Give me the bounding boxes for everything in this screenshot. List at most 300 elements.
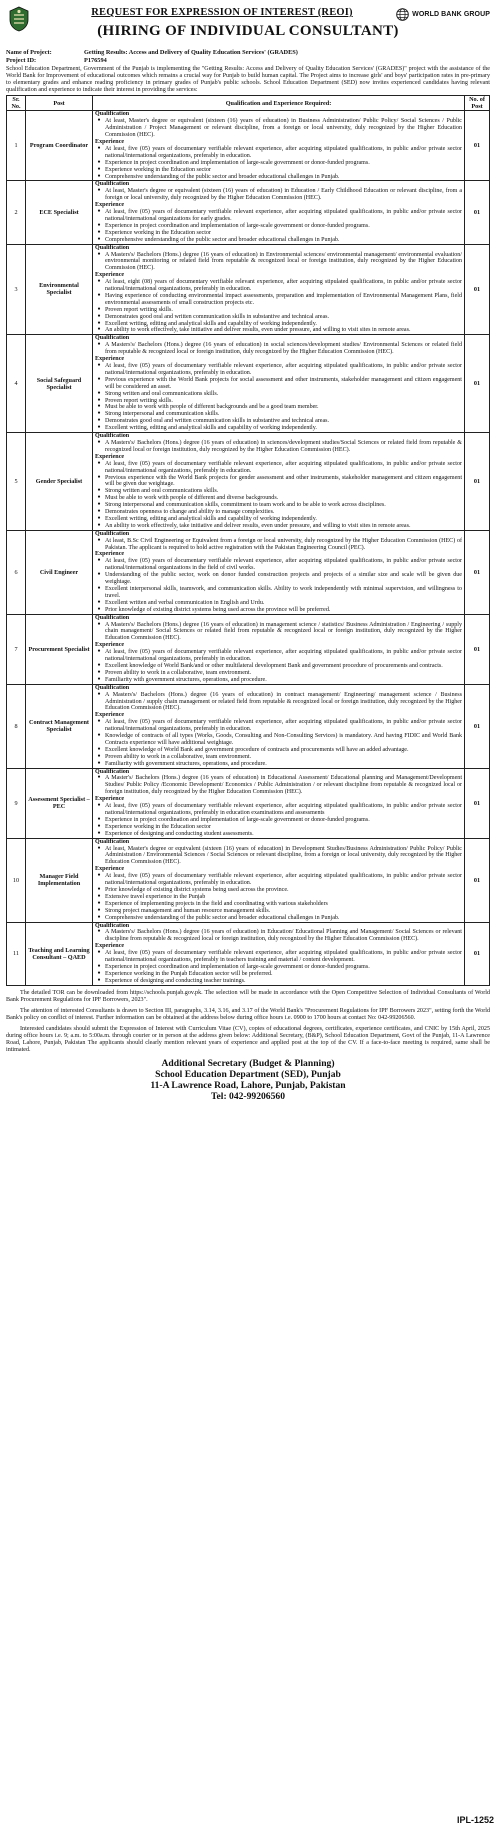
project-id-label: Project ID: [6,56,37,64]
requirement-item [95,747,462,754]
bullet-icon: ● [97,950,101,956]
requirement-text: Experience working in the Education sector [105,229,211,236]
requirement-item [95,670,462,677]
bullet-icon: ● [97,775,101,781]
bullet-icon: ● [97,320,101,326]
requirement-text: At least, Master's degree or equivalent (sixteen (16) years of education) in Education / Early Childhood Education or relevant discipline, from a foreign or local university, duly recognized by the Higher Education Commission (HEC). [105,188,462,202]
bullet-icon: ● [97,515,101,521]
requirement-item [95,293,462,307]
bullet-icon: ● [97,669,101,675]
requirement-item [95,160,462,167]
section-label: Experience [95,866,125,873]
requirement-item [95,908,462,915]
requirement-text: Comprehensive understanding of the public sector and broader educational challenges in Punjab. [105,236,340,243]
table-row [7,530,490,614]
requirement-text: An ability to work effectively, take initiative and deliver results, even under pressure, and willing to visit sites in remote areas. [105,327,411,334]
requirement-text: Proven ability to work in a collaborative, team environment. [105,753,252,760]
bullet-icon: ● [97,327,101,333]
row-requirements [93,922,465,985]
bullet-icon: ● [97,662,101,668]
bullet-icon: ● [97,893,101,899]
requirement-text: A Master's/ Bachelors (Hons.) degree (16 years of education) in Educational Assessment/ Educational planning and Management/Development Studies/ Public Policy /Economic Development/ Economics / Public Administration / or relevant discipline from reputable & recognized local or foreign institution, duly recognized by the Higher Education Commission (HEC). [105,775,462,796]
requirement-item [95,516,462,523]
requirement-item [95,146,462,160]
row-requirements [93,838,465,922]
requirement-text: At least, five (05) years of documentary verifiable relevant experience, after acquiring stipulated qualifications, in public and/or private sector national/international organizations, preferably in education. [105,649,462,663]
section-label: Experience [95,712,125,719]
requirement-text: Demonstrates openness to change and ability to manage complexities. [105,509,275,516]
world-bank-text: WORLD BANK GROUP [412,11,490,18]
row-post-count: 01 [465,335,490,433]
bullet-icon: ● [97,907,101,913]
requirement-item [95,118,462,139]
bullet-icon: ● [97,873,101,879]
requirement-item [95,929,462,943]
row-post-count: 01 [465,614,490,684]
header [6,4,490,48]
bullet-icon: ● [97,719,101,725]
bullet-icon: ● [97,460,101,466]
section-label: Experience [95,551,125,558]
row-requirements [93,433,465,531]
requirement-item [95,719,462,733]
section-label: Qualification [95,335,130,342]
requirement-item [95,677,462,684]
row-requirements [93,181,465,244]
requirement-item [95,230,462,237]
requirement-item [95,495,462,502]
requirement-item [95,964,462,971]
requirement-item [95,803,462,817]
requirement-text: At least, five (05) years of documentary verifiable relevant experience, after acquiring stipulated qualifications, in public and/or private sector national/international organizations, preferably in education examinations and assessments [105,803,462,816]
requirement-item [95,174,462,181]
row-post-title: ECE Specialist [26,181,93,244]
bullet-icon: ● [97,279,101,285]
requirement-item [95,572,462,586]
bullet-icon: ● [97,145,101,151]
requirement-text: Previous experience with the World Bank projects for social assessment and other instruments, stakeholder management and citizen engagement will be considered an asset. [105,376,462,390]
row-post-count: 01 [465,111,490,181]
requirement-item [95,167,462,174]
requirement-item [95,733,462,747]
requirement-item [95,223,462,230]
section-label: Qualification [95,244,130,251]
requirement-item [95,538,462,552]
bullet-icon: ● [97,159,101,165]
section-label: Experience [95,202,125,209]
section-label: Experience [95,796,125,803]
requirement-text: At least, five (05) years of documentary verifiable relevant experience, after acquiring stipulated qualifications, in public and/or private sector national/international organizations, preferably in education. [105,873,462,887]
requirement-item [95,692,462,713]
row-post-title: Procurement Specialist [26,614,93,684]
bullet-icon: ● [97,803,101,809]
bullet-icon: ● [97,509,101,515]
requirement-text: Prior knowledge of existing district systems being used across the province. [105,886,289,893]
sign-phone: Tel: 042-99206560 [211,1091,285,1103]
bullet-icon: ● [97,823,101,829]
requirement-item [95,622,462,643]
requirement-text: Must be able to work with people of different and diverse backgrounds. [105,495,279,502]
table-header-row [7,96,490,111]
section-label: Experience [95,272,125,279]
requirement-text: Strong interpersonal and communication skills. [105,411,220,418]
row-requirements [93,111,465,181]
requirement-text: At least, five (05) years of documentary verifiable relevant experience, after acquiring stipulated qualifications, in public and/or private sector national/international organizations, preferably in education. [105,460,462,474]
requirement-item [95,558,462,572]
requirement-text: Excellent written and verbal communication in English and Urdu. [105,599,265,606]
row-post-count: 01 [465,684,490,768]
section-label: Qualification [95,433,130,440]
section-label: Experience [95,943,125,950]
requirement-item [95,817,462,824]
requirement-item [95,327,462,334]
requirement-item [95,824,462,831]
bullet-icon: ● [97,963,101,969]
bullet-icon: ● [97,537,101,543]
bullet-icon: ● [97,229,101,235]
table-row [7,111,490,181]
row-requirements [93,335,465,433]
row-post-count: 01 [465,922,490,985]
section-label: Qualification [95,768,130,775]
row-post-title: Teaching and Learning Consultant – QAED [26,922,93,985]
project-name-label: Name of Project: [6,49,52,56]
main-title: (HIRING OF INDIVIDUAL CONSULTANT) [97,23,399,39]
signature-block [6,1058,490,1102]
project-name-value: Getting Results: Access and Delivery of Quality Education Services' (GRADES) [84,49,298,56]
col-qualification: Qualification and Experience Required: [93,96,465,111]
footer-submission-note: Interested candidates should submit the Expression of Interest with Curriculum Vitae (CV), copies of educational degrees, certificates, experience certificates, and CNIC by 15th April, 2025 during office hours i.e. 9; a.m. to 5:00a.m. through courier or in person at the address given below: Additional Secretary, (B&P), School Education Department, Govt of the Punjab, 11-A Lawrence Road, Lahore, Punjab, Pakistan The applicants should clearly mention relevant years of experience and applied post at the top of the CV. If a face-to-face meeting is required, same shall be intimated. [6,1025,490,1053]
requirement-text: Proven ability to work in a collaborative, team environment. [105,669,252,676]
bullet-icon: ● [97,292,101,298]
table-row [7,614,490,684]
requirement-item [95,761,462,768]
row-serial: 9 [7,768,26,838]
section-label: Qualification [95,922,130,929]
requirement-item [95,307,462,314]
row-requirements [93,614,465,684]
requirement-text: Excellent writing, editing and analytical skills and capability of working independently. [105,515,317,522]
requirement-text: Strong written and oral communications skills. [105,390,219,397]
section-label: Experience [95,453,125,460]
requirement-item [95,600,462,607]
row-post-title: Contract Management Specialist [26,684,93,768]
requirement-item [95,894,462,901]
requirement-text: Must be able to work with people of different backgrounds and be a good team member. [105,404,319,411]
requirement-text: Experience in project coordination and implementation of large-scale government or donor-funded programs. [105,816,370,823]
requirement-text: Excellent knowledge of World Bank/and or other multilateral development Bank and government procedure of procurements and contracts. [105,662,443,669]
project-id-value: P176594 [84,56,107,64]
bullet-icon: ● [97,816,101,822]
requirement-item [95,391,462,398]
requirement-item [95,377,462,391]
bullet-icon: ● [97,488,101,494]
requirement-text: At least, Master's degree or equivalent (sixteen (16) years of education) in Development Studies/Business Administration/ Public Policy/ Public Administration / Environmental Sciences / Social Sciences or relevant discipline, from a foreign or local university, duly recognized by the Higher Education Commission (HEC). [105,845,462,866]
requirement-text: Excellent interpersonal skills, teamwork, and communication skills. Ability to work independently with minimal supervision, and willingness to travel. [105,586,462,599]
project-info [6,49,490,64]
table-row [7,244,490,335]
requirement-text: A Masters's/ Bachelors (Hons.) degree (16 years of education) in sciences/development studies/Social Sciences or related field from reputable & recognized local or foreign institution, duly recognized by the Higher Education Commission (HEC). [105,439,462,453]
bullet-icon: ● [97,418,101,424]
requirement-item [95,649,462,663]
requirement-item [95,754,462,761]
section-label: Experience [95,356,125,363]
requirement-text: Excellent writing, editing and analytical skills and capability of working independently. [105,320,317,327]
row-post-title: Manager Field Implementation [26,838,93,922]
bullet-icon: ● [97,209,101,215]
bullet-icon: ● [97,425,101,431]
bullet-icon: ● [97,691,101,697]
requirement-text: Understanding of the public sector, work on donor funded construction projects and projects of a similar size and scale will be given due weightage. [105,572,462,586]
requirement-item [95,188,462,202]
section-label: Qualification [95,614,130,621]
requirement-text: Experience in project coordination and implementation of large-scale government or donor-funded programs. [105,963,370,970]
row-serial: 1 [7,111,26,181]
bullet-icon: ● [97,411,101,417]
requirement-item [95,607,462,614]
requirement-text: At least, eight (08) years of documentary verifiable relevant experience, after acquiring stipulated qualifications, in public and/or private sector national/international organizations, preferably in education. [105,279,462,293]
bullet-icon: ● [97,376,101,382]
requirement-item [95,440,462,454]
bullet-icon: ● [97,522,101,528]
bullet-icon: ● [97,586,101,591]
bullet-icon: ● [97,914,101,920]
row-post-count: 01 [465,838,490,922]
requirement-text: A Masters's/ Bachelors (Hons.) degree (16 years of education) in contract management/ Engineering/ management science / Business Administration / supply chain management or related field from reputable & recognized local or foreign institution, duly recognized by the Higher Education Commission (HEC). [105,691,462,712]
requirement-item [95,209,462,223]
requirement-item [95,873,462,887]
row-post-count: 01 [465,433,490,531]
row-serial: 3 [7,244,26,335]
requirement-text: Strong interpersonal and communication skills, commitment to team work and to be able to work across disciplines. [105,502,386,509]
row-post-title: Environmental Specialist [26,244,93,335]
requirement-item [95,915,462,922]
row-post-title: Assessment Specialist – PEC [26,768,93,838]
requirement-text: Experience working in the Education sector [105,166,211,173]
bullet-icon: ● [97,753,101,759]
requirement-text: At least, five (05) years of documentary verifiable relevant experience, after acquiring stipulated qualifications, in public and/or private sector national/international organizations, preferably in education. [105,145,462,159]
table-row [7,768,490,838]
row-post-count: 01 [465,768,490,838]
bullet-icon: ● [97,306,101,312]
row-post-title: Gender Specialist [26,433,93,531]
requirement-text: At least, Master's degree or equivalent (sixteen (16) years of education) in Business Administration/ Public Policy/ Social Sciences / Public Administration / Project Management or relevant discipline, from a foreign or local university, duly recognized by the Higher Education Commission (HEC). [105,118,462,139]
requirement-text: Experience of designing and conducting teacher trainings. [105,977,246,984]
requirement-text: Experience of implementing projects in the field and coordinating with various stakeholders [105,900,328,907]
requirement-text: A Masters's/ Bachelors (Hons.) degree (16 years of education) in social sciences/development studies/ Environmental Sciences or related field from reputable & recognized local or foreign institution, duly recognized by the Higher Education Commission (HEC). [105,342,462,356]
requirement-text: A Masters's/ Bachelors (Hons.) degree (16 years of education) in Education/ Educational Planning and Management/ Social Sciences or relevant discipline from reputable & recognized local or foreign institution, duly recognized by the Higher Education Commission (HEC). [105,929,462,943]
requirement-text: Familiarity with government structures, operations, and procedure. [105,760,267,767]
requirement-text: At least, five (05) years of documentary verifiable relevant experience, after acquiring stipulated qualifications, in public and/or private sector national/international organizations, preferably in education. [105,719,462,733]
world-bank-logo [396,8,490,21]
bullet-icon: ● [97,830,101,836]
requirement-item [95,586,462,600]
bullet-icon: ● [97,474,101,480]
bullet-icon: ● [97,900,101,906]
requirement-item [95,314,462,321]
bullet-icon: ● [97,404,101,410]
globe-icon [396,8,409,21]
requirement-text: Previous experience with the World Bank projects for gender assessment and other instruments, stakeholder management and citizen engagement will be given due weightage. [105,474,462,488]
requirement-text: Having experience of conducting environmental impact assessments, preparation and implementation of Environmental Management Plans, field environmental assessments of small construction projects etc. [105,292,462,306]
section-label: Qualification [95,181,130,188]
row-requirements [93,768,465,838]
row-post-count: 01 [465,530,490,614]
requirement-text: A Masters's/ Bachelors (Hons.) degree (16 years of education) in Environmental sciences/ environmental management/ environmental evaluation/ environmental monitoring or related field from reputable & recognized local or foreign institution, duly recognized by the Higher Education Commission (HEC). [105,251,462,272]
bullet-icon: ● [97,621,101,627]
section-label: Experience [95,139,125,145]
sign-dept: School Education Department (SED), Punjab [155,1069,341,1081]
requirement-text: Familiarity with government structures, operations, and procedure. [105,676,267,683]
requirement-item [95,411,462,418]
bullet-icon: ● [97,676,101,682]
row-serial: 2 [7,181,26,244]
requirement-item [95,775,462,796]
section-label: Experience [95,642,125,649]
table-row [7,335,490,433]
bullet-icon: ● [97,495,101,501]
requirement-item [95,475,462,489]
row-post-title: Social Safeguard Specialist [26,335,93,433]
requirement-text: Strong written and oral communications skills. [105,488,219,495]
requirement-item [95,342,462,356]
table-row [7,684,490,768]
row-serial: 10 [7,838,26,922]
top-title: REQUEST FOR EXPRESSION OF INTEREST (REOI) [91,7,353,18]
requirement-text: Demonstrates good oral and written communication skills in substantive and technical areas. [105,418,330,425]
footer-notes [6,990,490,1054]
bullet-icon: ● [97,572,101,578]
requirement-text: Comprehensive understanding of the public sector and broader educational challenges in Punjab. [105,173,340,180]
row-post-count: 01 [465,181,490,244]
section-label: Qualification [95,111,130,118]
requirement-text: Extensive travel experience in the Punjab [105,893,206,900]
table-row [7,838,490,922]
requirement-text: At least, five (05) years of documentary verifiable relevant experience, after acquiring stipulated qualifications, in public and/or private sector national/international organizations in the field of civil works. [105,558,462,572]
row-serial: 7 [7,614,26,684]
bullet-icon: ● [97,313,101,319]
requirement-text: Experience in project coordination and implementation of large-scale government or donor-funded programs. [105,159,370,166]
table-row [7,922,490,985]
requirement-item [95,502,462,509]
bullet-icon: ● [97,363,101,368]
requirement-text: At least, five (05) years of documentary verifiable relevant experience, after acquiring stipulated qualifications, in public and/or private sector national/international organizations, preferably in education. [105,363,462,376]
requirement-item [95,971,462,978]
row-requirements [93,530,465,614]
col-sr: Sr. No. [7,96,26,111]
bullet-icon: ● [97,760,101,766]
section-label: Qualification [95,838,130,845]
requirement-text: Experience working in the Punjab Education sector will be preferred. [105,970,273,977]
sign-address: 11-A Lawrence Road, Lahore, Punjab, Pakistan [150,1080,346,1092]
requirement-item [95,363,462,377]
table-row [7,181,490,244]
bullet-icon: ● [97,502,101,508]
bullet-icon: ● [97,222,101,228]
requirement-text: At least, five (05) years of documentary verifiable relevant experience, after acquiring stipulated qualifications, in public and/or private sector national/international organizations, preferably in teachers training and material / content development. [105,950,462,964]
bullet-icon: ● [97,439,101,445]
bullet-icon: ● [97,845,101,851]
requirement-text: Experience of designing and conducting student assessments. [105,830,254,837]
requirement-item [95,509,462,516]
bullet-icon: ● [97,970,101,976]
bullet-icon: ● [97,118,101,124]
bullet-icon: ● [97,977,101,983]
requirement-item [95,663,462,670]
row-serial: 4 [7,335,26,433]
row-post-count: 01 [465,244,490,335]
requirement-item [95,887,462,894]
row-serial: 6 [7,530,26,614]
row-serial: 8 [7,684,26,768]
requirement-item [95,950,462,964]
requirement-text: Proven report writing skills. [105,397,173,404]
requirement-text: Experience working in the Education sector [105,823,211,830]
bullet-icon: ● [97,886,101,892]
requirement-text: At least, B.Sc Civil Engineering or Equivalent from a foreign or local university, duly recognized by the Higher Education Commission (HEC) of Pakistan. The applicant is required to hold active registration with the Pakistan Engineering Council (PEC). [105,537,462,551]
row-post-title: Civil Engineer [26,530,93,614]
requirement-item [95,279,462,293]
requirement-item [95,846,462,867]
bullet-icon: ● [97,342,101,348]
row-requirements [93,684,465,768]
bullet-icon: ● [97,558,101,564]
footer-tor-note: The detailed TOR can be downloaded from https://schools.punjab.gov.pk. The selection will be made in accordance with the Open Competitive Selection of Individual Consultants of World Bank Procurement Regulations for IPF Borrowers, 2023". [6,989,490,1003]
positions-table [6,95,490,985]
requirement-item [95,523,462,530]
bullet-icon: ● [97,166,101,172]
section-label: Qualification [95,530,130,537]
requirement-text: Experience in project coordination and implementation of large-scale government or donor-funded programs. [105,222,370,229]
requirement-item [95,252,462,273]
requirement-text: An ability to work effectively, take initiative and deliver results, even under pressure, and willing to visit sites in remote areas. [105,522,411,529]
requirement-text: Excellent knowledge of World Bank and government procedure of contracts and procurements will have an added advantage. [105,746,409,753]
requirement-text: Knowledge of contracts of all types (Works, Goods, Consulting and Non-Consulting Services) is mandatory. And having FIDIC and World Bank Contracts experience will have additional weightage. [105,733,462,746]
bullet-icon: ● [97,649,101,655]
bullet-icon: ● [97,606,101,612]
requirement-text: Demonstrates good oral and written communication skills in substantive and technical areas. [105,313,330,320]
bullet-icon: ● [97,188,101,194]
bullet-icon: ● [97,236,101,242]
sign-title: Additional Secretary (Budget & Planning) [161,1058,335,1070]
ipl-code: IPL-1252 [456,1815,494,1825]
row-requirements [93,244,465,335]
section-label: Qualification [95,684,130,691]
requirement-item [95,404,462,411]
bullet-icon: ● [97,929,101,935]
requirement-item [95,237,462,244]
row-post-title: Program Coordinator [26,111,93,181]
bullet-icon: ● [97,746,101,752]
intro-paragraph: School Education Department, Government of the Punjab is implementing the "Getting Results: Access and Delivery of Quality Education Services' (GRADES)" project with the assistance of the World Bank for Improvement of educational outcomes which remains a crucial way for Punjab to build human capital. The Project aims to increase girls' and boys' participation rates in pre-primary to elementary grades and enhance reading proficiency in primary grades of Punjab's public schools. School Education Department (SED) now invites experienced candidates having relevant qualification and experience to indicate their interest in providing the services: [6,66,490,94]
requirement-item [95,831,462,838]
requirement-text: At least, five (05) years of documentary verifiable relevant experience, after acquiring stipulated qualifications, in public and/or private sector national/international organizations for early grades. [105,209,462,222]
requirement-text: Comprehensive understanding of the public sector and broader educational challenges in Punjab. [105,914,340,921]
requirement-text: Strong project management and human resource management skills. [105,907,271,914]
bullet-icon: ● [97,733,101,739]
requirement-text: Proven report writing skills. [105,306,173,313]
bullet-icon: ● [97,390,101,396]
row-serial: 11 [7,922,26,985]
requirement-item [95,425,462,432]
requirement-text: Excellent writing, editing and analytical skills and capability of working independently. [105,425,317,432]
footer-conflict-note: The attention of interested Consultants is drawn to Section III, paragraphs, 3.14, 3.16, and 3.17 of the World Bank's "Procurement Regulations for IPF Borrowers 2023", setting forth the World Bank's policy on conflict of interest. Further information can be obtained at the address below during office hours i.e. 0900 to 1700 hours at contact No: 042-99206560. [6,1007,490,1021]
requirement-item [95,901,462,908]
requirement-text: A Masters's/ Bachelors (Hons.) degree (16 years of education) in management science / statistics/ Business Administration / Engineering / supply chain management/ Social Sciences or related field from reputable & recognized local or foreign institution, duly recognized by the Higher Education Commission (HEC). [105,621,462,642]
bullet-icon: ● [97,599,101,605]
requirement-text: Prior knowledge of existing district systems being used across the province will be preferred. [105,606,331,613]
bullet-icon: ● [97,251,101,257]
